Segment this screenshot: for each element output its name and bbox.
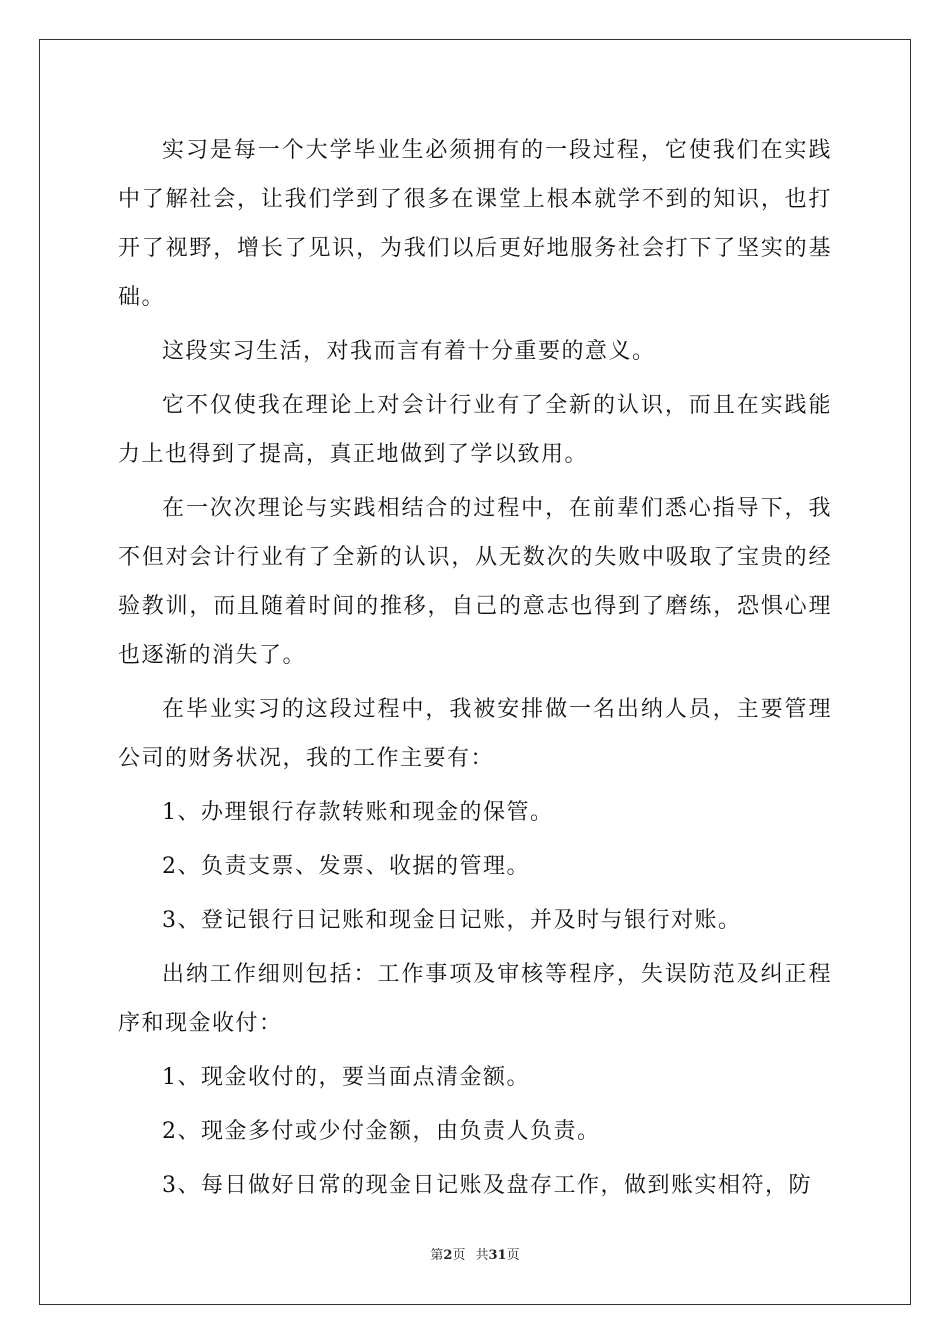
paragraph-4: 在一次次理论与实践相结合的过程中，在前辈们悉心指导下，我不但对会计行业有了全新的认识，从无数次的失败中吸取了宝贵的经验教训，而且随着时间的推移，自己的意志也得到了磨练，恐惧心理也逐渐的消失了。	[118, 496, 832, 668]
list-item-2: 2、负责支票、发票、收据的管理。	[162, 854, 530, 879]
total-prefix: 共	[475, 1248, 489, 1263]
list-item-1: 1、办理银行存款转账和现金的保管。	[162, 800, 554, 825]
paragraph-5: 在毕业实习的这段过程中，我被安排做一名出纳人员，主要管理公司的财务状况，我的工作主要有：	[118, 697, 832, 771]
list-item-3: 3、登记银行日记账和现金日记账，并及时与银行对账。	[162, 908, 742, 933]
list-item-6: 3、每日做好日常的现金日记账及盘存工作，做到账实相符，防	[162, 1173, 812, 1198]
page-prefix: 第	[430, 1248, 444, 1263]
list-item-5: 2、现金多付或少付金额，由负责人负责。	[162, 1119, 601, 1144]
total-pages: 31	[488, 1248, 507, 1263]
paragraph-1: 实习是每一个大学毕业生必须拥有的一段过程，它使我们在实践中了解社会，让我们学到了很多在课堂上根本就学不到的知识，也打开了视野，增长了见识，为我们以后更好地服务社会打下了坚实的基础。	[118, 138, 832, 310]
paragraph-6: 出纳工作细则包括：工作事项及审核等程序，失误防范及纠正程序和现金收付：	[118, 962, 832, 1036]
list-item-4: 1、现金收付的，要当面点清金额。	[162, 1065, 530, 1090]
paragraph-2: 这段实习生活，对我而言有着十分重要的意义。	[162, 339, 656, 364]
page-suffix: 页	[452, 1248, 466, 1263]
page-number: 2	[443, 1248, 453, 1263]
paragraph-3: 它不仅使我在理论上对会计行业有了全新的认识，而且在实践能力上也得到了提高，真正地做到了学以致用。	[118, 393, 832, 467]
document-body	[118, 126, 832, 1215]
page-footer	[0, 1247, 950, 1265]
total-suffix: 页	[506, 1248, 520, 1263]
